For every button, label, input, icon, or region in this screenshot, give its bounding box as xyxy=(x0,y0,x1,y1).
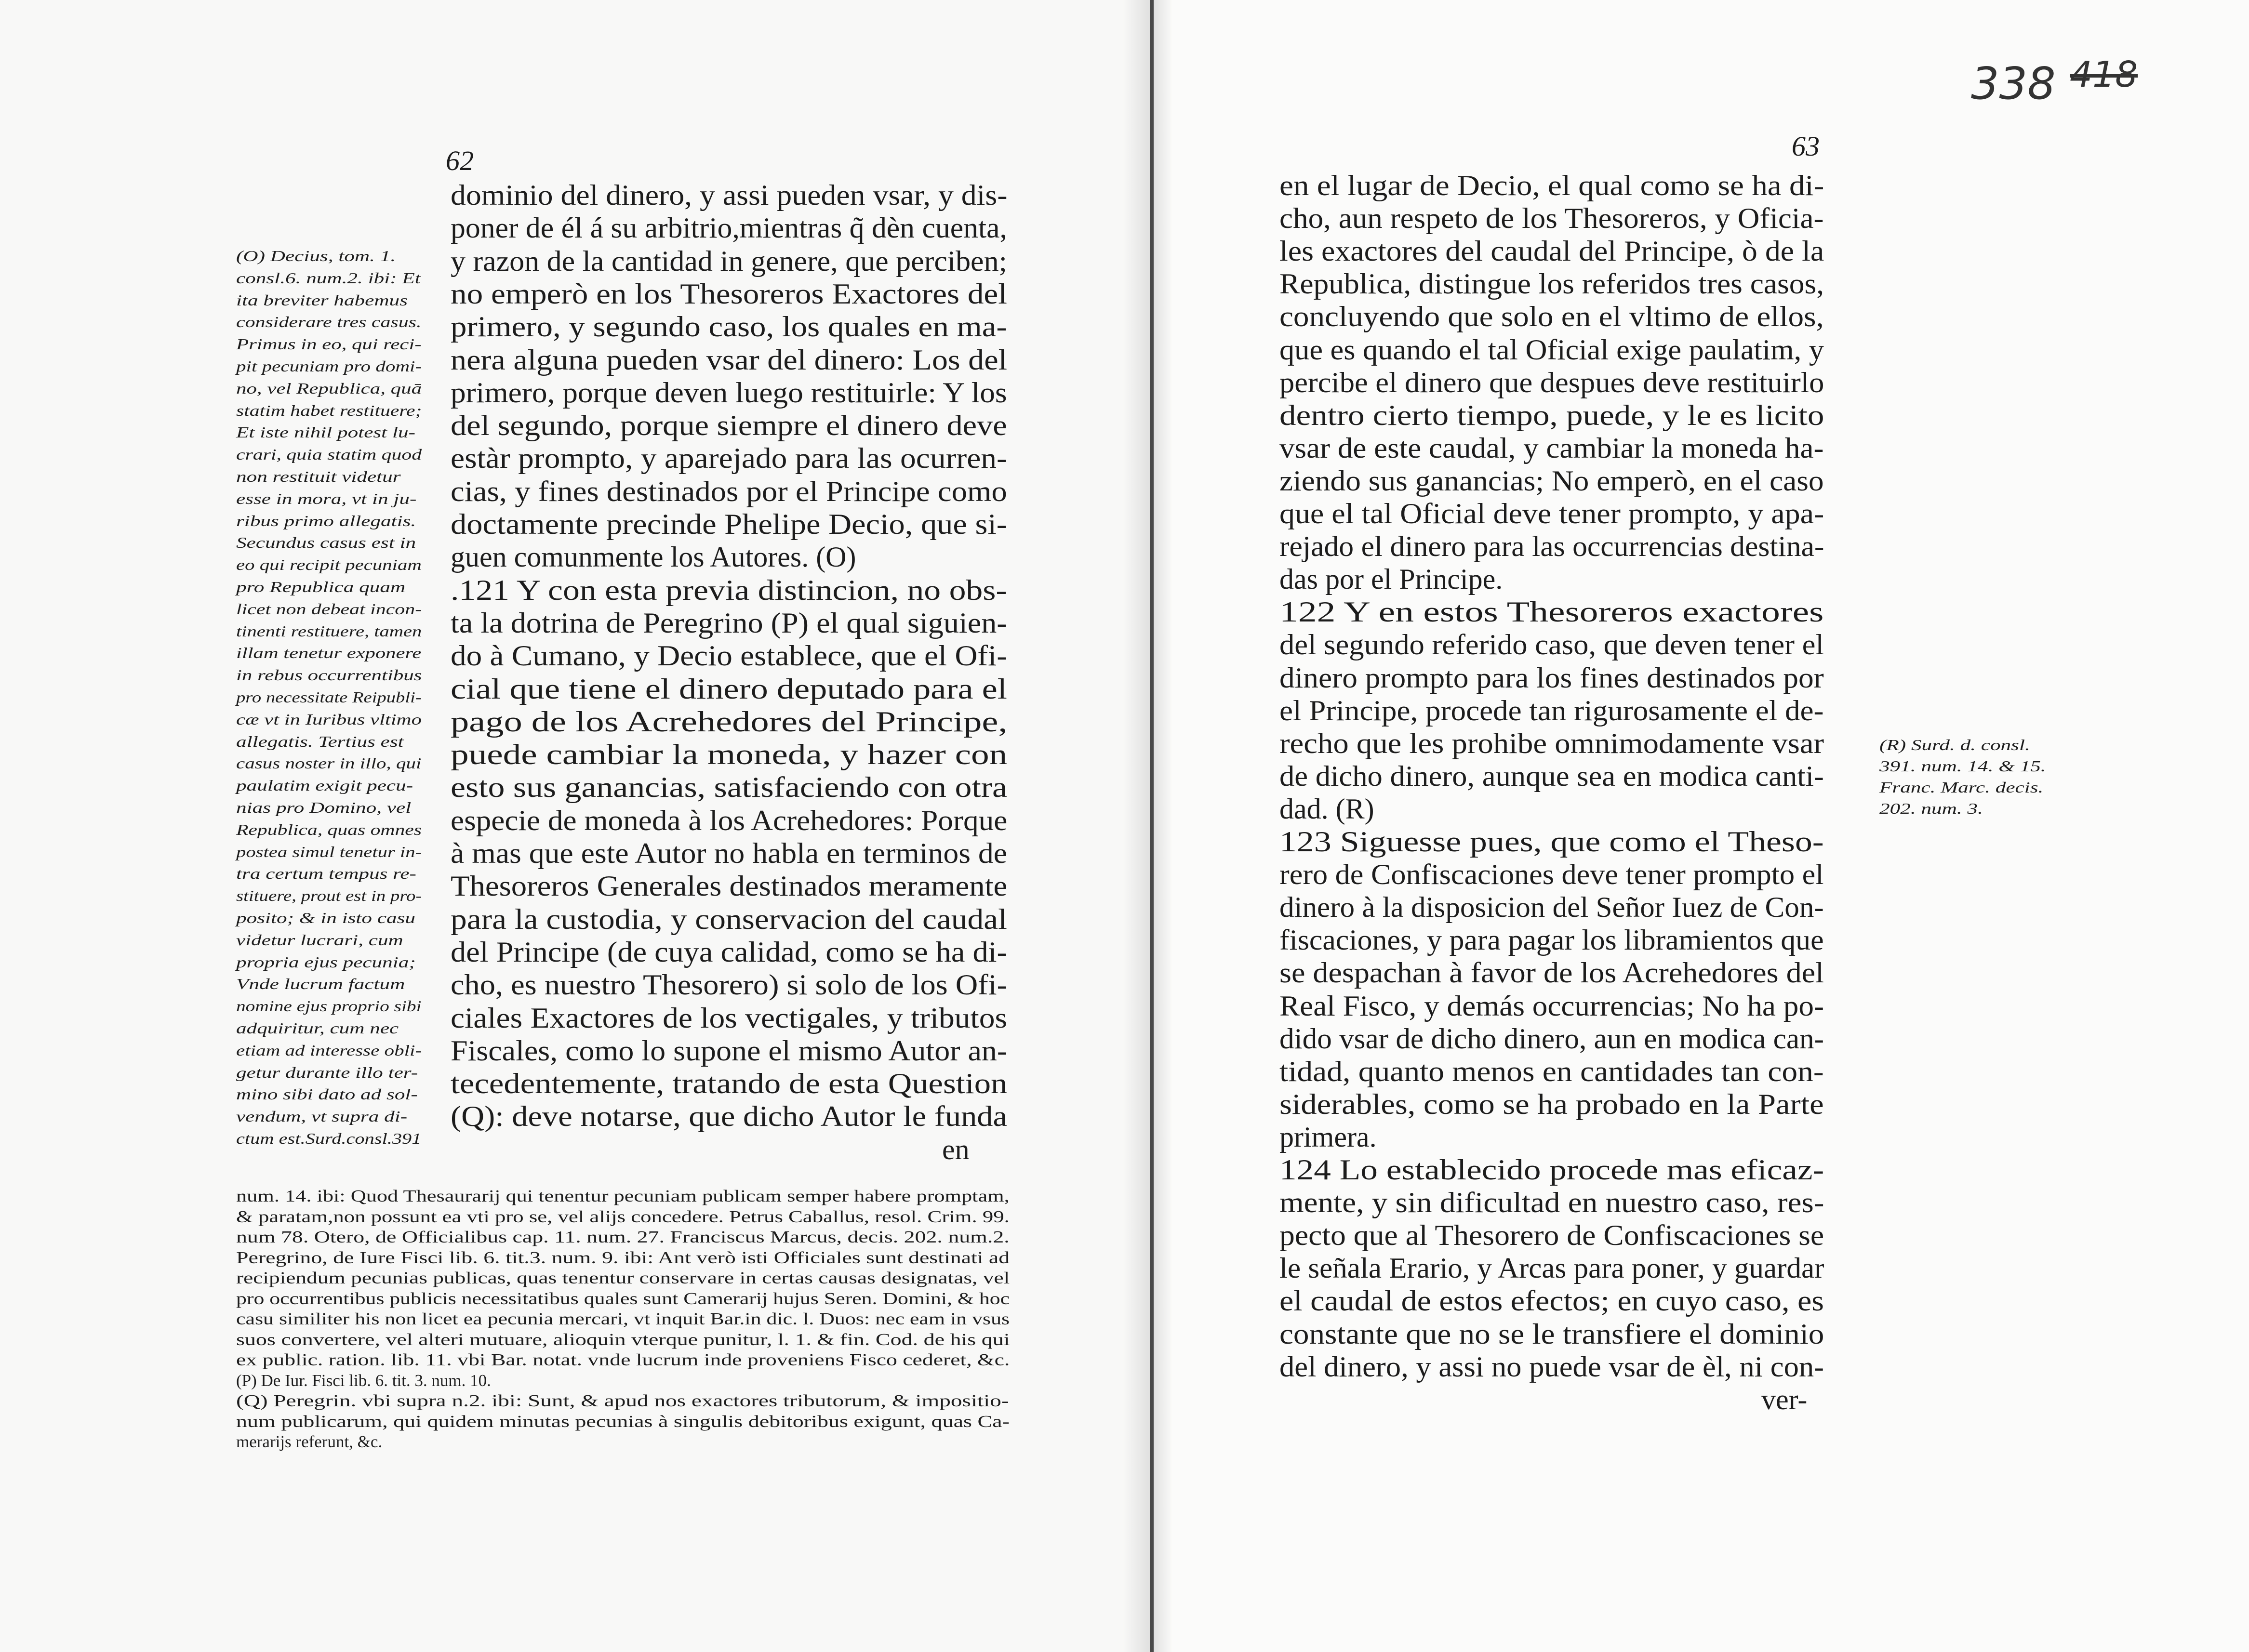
note-line: ribus primo allegatis. xyxy=(236,512,416,529)
text-line: cho, es nuestro Thesorero) si solo de los Ofi- xyxy=(451,969,1008,1001)
text-line: ver- xyxy=(1761,1383,1808,1415)
archive-folio-number-crossed-out: 418 xyxy=(2070,54,2138,95)
note-line: Et iste nihil potest lu- xyxy=(236,423,415,441)
text-line: en xyxy=(942,1133,970,1165)
footnote-line: ex public. ration. lib. 11. vbi Bar. notat. vnde lucrum inde proveniens Fisco cederet, &c. xyxy=(236,1350,1010,1369)
text-line: guen comunmente los Autores. (O) xyxy=(451,541,856,573)
note-line: considerare tres casus. xyxy=(236,313,422,331)
text-line: fiscaciones, y para pagar los libramientos que xyxy=(1279,924,1824,956)
note-line: Franc. Marc. decis. xyxy=(1879,779,2044,796)
note-line: Secundus casus est in xyxy=(236,534,416,552)
note-line: paulatim exigit pecu- xyxy=(236,777,413,794)
text-line: del segundo, porque siempre el dinero deve xyxy=(451,410,1007,442)
note-line: 202. num. 3. xyxy=(1879,800,1983,817)
text-line: 123 Siguesse pues, que como el Theso- xyxy=(1279,826,1824,858)
footnote-line: & paratam,non possunt ea vti pro se, vel alijs concedere. Petrus Caballus, resol. Crim. 99. xyxy=(236,1207,1010,1226)
text-line: Real Fisco, y demás occurrencias; No ha po- xyxy=(1279,990,1824,1022)
footnote-line: (P) De Iur. Fisci lib. 6. tit. 3. num. 10. xyxy=(236,1371,491,1390)
text-line: cial que tiene el dinero deputado para el xyxy=(451,673,1007,705)
text-line: poner de él á su arbitrio,mientras q̃ dèn cuenta, xyxy=(451,212,1007,244)
text-line: pecto que al Thesorero de Confiscaciones se xyxy=(1279,1219,1824,1252)
footnote-line: pro occurrentibus publicis necessitatibus quales sunt Camerarij hujus Seren. Domini, & hoc xyxy=(236,1289,1010,1308)
note-line: 391. num. 14. & 15. xyxy=(1879,757,2046,775)
text-line: rejado el dinero para las occurrencias destina- xyxy=(1279,530,1824,563)
text-line: rero de Confiscaciones deve tener prompto el xyxy=(1279,859,1824,891)
note-line: pro necessitate Reipubli- xyxy=(236,688,422,706)
text-line: nera alguna pueden vsar del dinero: Los del xyxy=(451,344,1007,376)
note-line: ctum est.Surd.consl.391 xyxy=(236,1130,422,1147)
text-line: dominio del dinero, y assi pueden vsar, y dis- xyxy=(451,179,1008,211)
text-line: les exactores del caudal del Principe, ò de la xyxy=(1279,235,1824,267)
text-line: pago de los Acrehedores del Principe, xyxy=(451,705,1008,738)
footnote-line: num 78. Otero, de Officialibus cap. 11. num. 27. Franciscus Marcus, decis. 202. num.2. xyxy=(236,1228,1010,1246)
archive-folio-number: 338 xyxy=(1971,58,2056,109)
text-line: das por el Principe. xyxy=(1279,563,1503,595)
text-line: percibe el dinero que despues deve restituirlo xyxy=(1279,366,1824,398)
note-line: ita breviter habemus xyxy=(236,291,408,309)
note-line: statim habet restituere; xyxy=(236,401,422,419)
text-line: primero, y segundo caso, los quales en ma- xyxy=(451,311,1007,343)
text-line: Fiscales, como lo supone el mismo Autor an- xyxy=(451,1034,1008,1067)
note-line: pro Republica quam xyxy=(236,578,406,595)
text-line: especie de moneda à los Acrehedores: Porque xyxy=(451,804,1008,836)
text-line: mente, y sin dificultad en nuestro caso, res- xyxy=(1279,1187,1824,1219)
text-line: dentro cierto tiempo, puede, y le es licito xyxy=(1279,399,1824,431)
text-line: no emperò en los Thesoreros Exactores del xyxy=(451,278,1007,310)
text-line: 124 Lo establecido procede mas eficaz- xyxy=(1279,1154,1824,1186)
text-line: .121 Y con esta previa distincion, no obs- xyxy=(451,574,1007,606)
note-line: crari, quia statim quod xyxy=(236,446,422,463)
text-line: se despachan à favor de los Acrehedores del xyxy=(1279,957,1824,989)
book-gutter xyxy=(1150,0,1154,1652)
text-line: constante que no se le transfiere el dominio xyxy=(1279,1318,1824,1350)
note-line: videtur lucrari, cum xyxy=(236,931,403,949)
left-page-number: 62 xyxy=(446,145,474,176)
note-line: posito; & in isto casu xyxy=(236,909,416,926)
text-line: del segundo referido caso, que deven tener el xyxy=(1279,629,1824,661)
text-line: primera. xyxy=(1279,1121,1377,1153)
note-line: tinenti restituere, tamen xyxy=(236,622,422,640)
note-line: esse in mora, vt in ju- xyxy=(236,489,417,507)
note-line: Vnde lucrum factum xyxy=(236,975,405,993)
text-line: del Principe (de cuya calidad, como se ha di- xyxy=(451,936,1007,968)
note-line: pit pecuniam pro domi- xyxy=(236,357,422,375)
note-line: Republica, quas omnes xyxy=(236,820,422,838)
footnote-line: merarijs referunt, &c. xyxy=(236,1432,383,1451)
note-line: licet non debeat incon- xyxy=(236,600,422,618)
note-line: (O) Decius, tom. 1. xyxy=(236,247,396,264)
text-line: siderables, como se ha probado en la Parte xyxy=(1279,1088,1824,1120)
note-line: getur durante illo ter- xyxy=(236,1063,418,1081)
note-line: tra certum tempus re- xyxy=(236,865,416,883)
note-line: casus noster in illo, qui xyxy=(236,754,422,772)
text-line: estàr prompto, y aparejado para las ocurren- xyxy=(451,442,1007,475)
text-line: dido vsar de dicho dinero, aun en modica can- xyxy=(1279,1022,1824,1055)
right-page-number: 63 xyxy=(1792,131,1820,162)
text-line: primero, porque deven luego restituirle: Y los xyxy=(451,376,1007,409)
note-line: propria ejus pecunia; xyxy=(236,953,416,971)
book-gutter-shadow xyxy=(1123,0,1152,1652)
note-line: stituere, prout est in pro- xyxy=(236,887,422,905)
note-line: allegatis. Tertius est xyxy=(236,732,404,750)
footnote-line: casu similiter his non licet ea pecunia mercari, vt inquit Bar.in dic. l. Duos: nec eam in vsus xyxy=(236,1309,1010,1328)
note-line: illam tenetur exponere xyxy=(236,644,422,662)
text-line: y razon de la cantidad in genere, que perciben; xyxy=(451,245,1007,277)
text-line: que es quando el tal Oficial exige paulatim, y xyxy=(1279,333,1824,366)
text-line: ziendo sus ganancias; No emperò, en el caso xyxy=(1279,464,1824,497)
footnote-line: suos convertere, vel alteri mutuare, alioquin vterque punitur, l. 1. & fin. Cod. de his qui xyxy=(236,1330,1010,1349)
text-line: en el lugar de Decio, el qual como se ha di- xyxy=(1279,170,1824,201)
note-line: etiam ad interesse obli- xyxy=(236,1041,422,1059)
text-line: concluyendo que solo en el vltimo de ellos, xyxy=(1279,301,1824,333)
text-line: doctamente precinde Phelipe Decio, que si- xyxy=(451,508,1007,540)
text-line: tecedentemente, tratando de esta Question xyxy=(451,1068,1008,1100)
book-gutter-shadow xyxy=(1154,0,1173,1652)
text-line: do à Cumano, y Decio establece, que el Ofi- xyxy=(451,640,1007,672)
text-line: del dinero, y assi no puede vsar de èl, ni con- xyxy=(1279,1350,1824,1383)
footnote-line: recipiendum pecunias publicas, quas tenentur conservare in certas causas designatas, vel xyxy=(236,1269,1010,1287)
text-line: dad. (R) xyxy=(1279,793,1374,825)
note-line: consl.6. num.2. ibi: Et xyxy=(236,269,421,287)
right-page xyxy=(1152,0,2249,1652)
text-line: que el tal Oficial deve tener prompto, y apa- xyxy=(1279,498,1824,529)
text-line: el caudal de estos efectos; en cuyo caso, es xyxy=(1279,1285,1824,1317)
note-line: mino sibi dato ad sol- xyxy=(236,1085,418,1103)
text-line: à mas que este Autor no habla en terminos de xyxy=(451,837,1008,869)
text-line: el Principe, procede tan rigurosamente el de- xyxy=(1279,694,1824,727)
footnote-line: num. 14. ibi: Quod Thesaurarij qui tenentur pecuniam publicam semper habere promptam, xyxy=(236,1187,1010,1205)
note-line: Primus in eo, qui reci- xyxy=(236,335,422,353)
note-line: nomine ejus proprio sibi xyxy=(236,997,422,1015)
text-line: ta la dotrina de Peregrino (P) el qual siguien- xyxy=(451,607,1007,639)
text-line: esto sus ganancias, satisfaciendo con otra xyxy=(451,771,1008,804)
note-line: no, vel Republica, quā xyxy=(236,379,422,397)
note-line: in rebus occurrentibus xyxy=(236,666,422,684)
text-line: ciales Exactores de los vectigales, y tributos xyxy=(451,1002,1007,1034)
note-line: adquiritur, cum nec xyxy=(236,1019,399,1037)
text-line: 122 Y en estos Thesoreros exactores xyxy=(1279,596,1824,628)
text-line: recho que les prohibe omnimodamente vsar xyxy=(1279,727,1824,759)
footnote-line: num publicarum, qui quidem minutas pecunias à singulis debitoribus exigunt, quas Ca- xyxy=(236,1412,1010,1431)
note-line: vendum, vt supra di- xyxy=(236,1108,408,1125)
footnote-line: Peregrino, de Iure Fisci lib. 6. tit.3. num. 9. ibi: Ant verò isti Officiales sunt destinati ad xyxy=(236,1248,1010,1267)
text-line: tidad, quanto menos en cantidades tan con- xyxy=(1279,1055,1824,1087)
text-line: de dicho dinero, aunque sea en modica canti- xyxy=(1279,760,1824,792)
text-line: puede cambiar la moneda, y hazer con xyxy=(451,739,1008,771)
note-line: non restituit videtur xyxy=(236,468,401,485)
text-line: cias, y fines destinados por el Principe como xyxy=(451,475,1007,507)
text-line: (Q): deve notarse, que dicho Autor le funda xyxy=(451,1100,1007,1133)
text-line: para la custodia, y conservacion del caudal xyxy=(451,903,1007,935)
note-line: postea simul tenetur in- xyxy=(236,843,422,860)
text-line: dinero à la disposicion del Señor Iuez de Con- xyxy=(1279,891,1824,924)
footnote-line: (Q) Peregrin. vbi supra n.2. ibi: Sunt, & apud nos exactores tributorum, & impositio- xyxy=(236,1391,1009,1410)
text-line: dinero prompto para los fines destinados por xyxy=(1279,661,1824,694)
note-line: (R) Surd. d. consl. xyxy=(1879,736,2030,753)
text-line: cho, aun respeto de los Thesoreros, y Oficia- xyxy=(1279,202,1824,235)
note-line: cæ vt in Iuribus vltimo xyxy=(236,710,422,728)
text-line: le señala Erario, y Arcas para poner, y guardar xyxy=(1279,1252,1824,1284)
text-line: vsar de este caudal, y cambiar la moneda ha- xyxy=(1279,432,1824,464)
note-line: nias pro Domino, vel xyxy=(236,799,412,816)
text-line: Republica, distingue los referidos tres casos, xyxy=(1279,268,1824,300)
text-line: Thesoreros Generales destinados meramente xyxy=(451,870,1008,902)
note-line: eo qui recipit pecuniam xyxy=(236,556,422,574)
